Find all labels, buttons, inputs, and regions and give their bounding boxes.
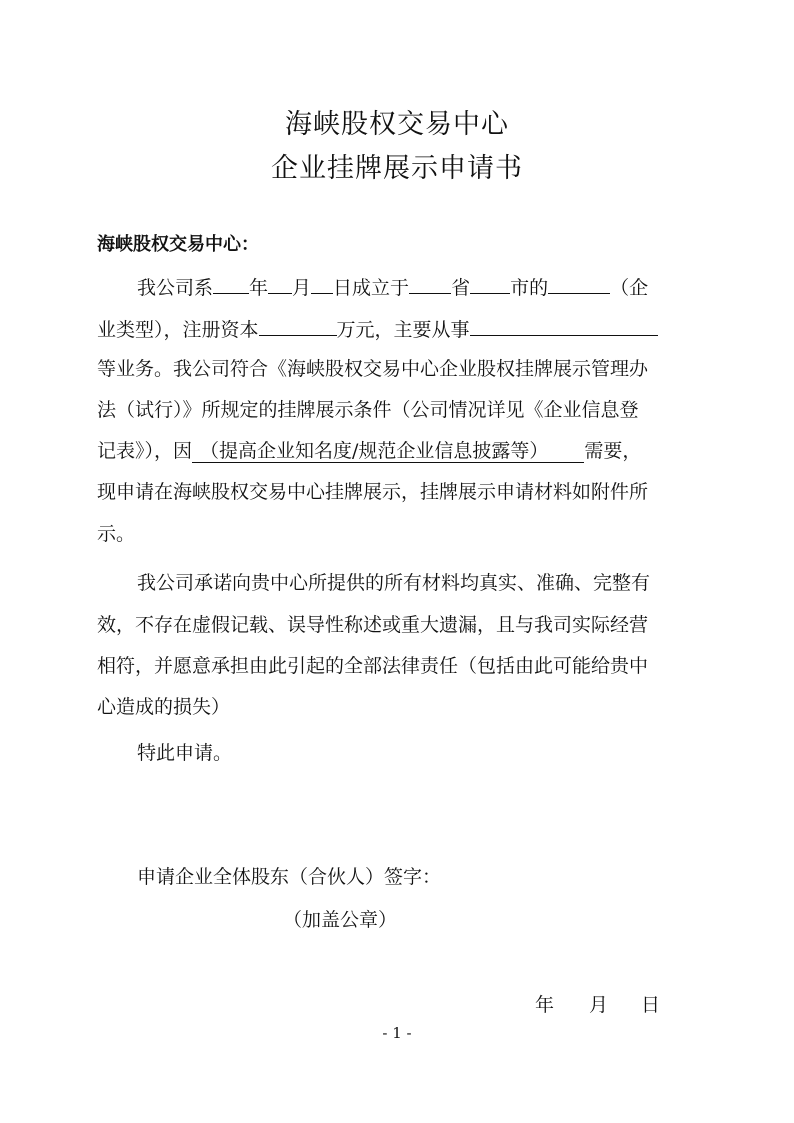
- date-year: 年: [535, 994, 555, 1016]
- p1-line-2: [97, 315, 658, 343]
- text: 业类型），注册资本: [97, 319, 259, 341]
- text: 市的: [510, 277, 549, 299]
- text: 省: [451, 277, 471, 299]
- text: 万元，主要从事: [336, 319, 470, 341]
- p1-line-4: 法（试行）》所规定的挂牌展示条件（公司情况详见《企业信息登: [97, 399, 639, 421]
- blank-day[interactable]: [311, 273, 333, 294]
- closing-text: 特此申请。: [137, 742, 233, 764]
- date-day: 日: [641, 994, 661, 1016]
- p1-line-6: 现申请在海峡股权交易中心挂牌展示，挂牌展示申请材料如附件所: [97, 481, 649, 503]
- p1-line-5: [97, 438, 641, 464]
- blank-main-business[interactable]: [470, 315, 658, 336]
- p2-line-4: 心造成的损失）: [97, 696, 231, 718]
- blank-registered-capital[interactable]: [259, 315, 337, 336]
- title-organization: 海峡股权交易中心: [285, 109, 509, 140]
- blank-year[interactable]: [213, 273, 249, 294]
- blank-city[interactable]: [470, 273, 510, 294]
- p2-line-1: 我公司承诺向贵中心所提供的所有材料均真实、准确、完整有: [137, 572, 651, 594]
- page-number: - 1 -: [382, 1024, 412, 1042]
- p2-line-2: 效，不存在虚假记载、误导性称述或重大遗漏，且与我司实际经营: [97, 614, 649, 636]
- date-month: 月: [589, 994, 609, 1016]
- p1-line-3: 等业务。我公司符合《海峡股权交易中心企业股权挂牌展示管理办: [97, 358, 649, 380]
- blank-month[interactable]: [268, 273, 292, 294]
- text: 需要，: [584, 440, 642, 462]
- blank-province[interactable]: [409, 273, 451, 294]
- text: 记表》），因: [97, 440, 193, 462]
- p1-line-7: 示。: [97, 523, 136, 545]
- text: 年: [249, 277, 269, 299]
- text: 月: [292, 277, 312, 299]
- blank-enterprise-type[interactable]: [548, 273, 610, 294]
- signature-label: 申请企业全体股东（合伙人）签字：: [137, 866, 442, 888]
- p1-line-1: [137, 273, 648, 301]
- title-document: 企业挂牌展示申请书: [271, 153, 523, 184]
- text: 我公司系: [137, 277, 214, 299]
- text: 日成立于: [333, 277, 410, 299]
- p2-line-3: 相符，并愿意承担由此引起的全部法律责任（包括由此可能给贵中: [97, 655, 649, 677]
- text: （企: [610, 277, 649, 299]
- addressee: 海峡股权交易中心：: [97, 234, 259, 255]
- reason-field[interactable]: （提高企业知名度/规范企业信息披露等）: [192, 440, 584, 463]
- seal-label: （加盖公章）: [283, 909, 398, 931]
